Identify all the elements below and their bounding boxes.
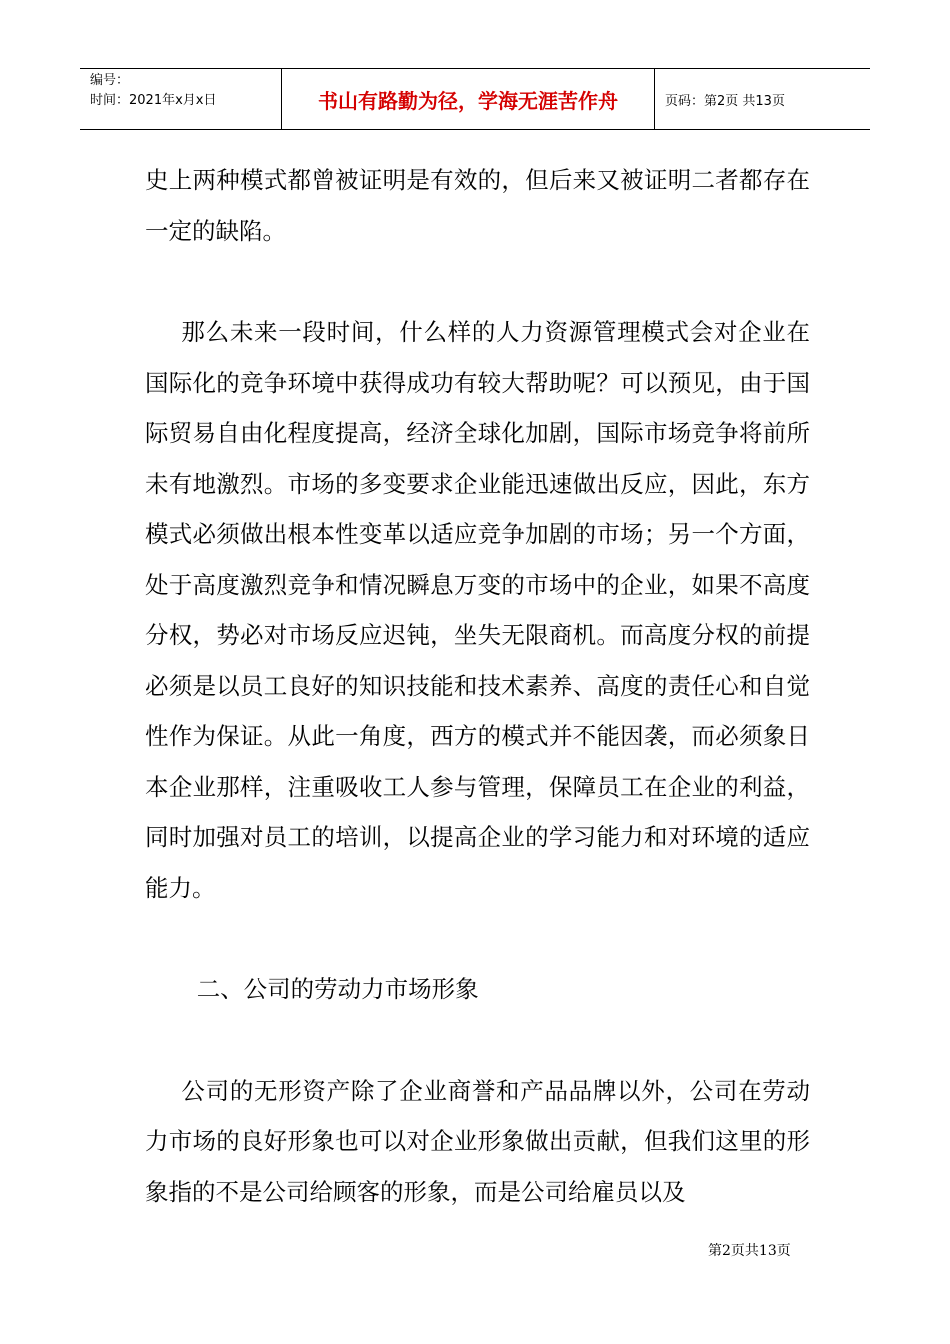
- header-motto: 书山有路勤为径，学海无涯苦作舟: [282, 69, 655, 129]
- page-header: [80, 68, 870, 130]
- document-time-label: 时间：2021年x月x日: [90, 93, 217, 108]
- paragraph: 公司的无形资产除了企业商誉和产品品牌以外，公司在劳动力市场的良好形象也可以对企业形象做出贡献，但我们这里的形象指的不是公司给顾客的形象，而是公司给雇员以及: [145, 1076, 810, 1206]
- document-number-label: 编号：: [90, 73, 130, 88]
- page-footer: 第2页共13页: [708, 1243, 791, 1259]
- section-heading: 二、公司的劳动力市场形象: [196, 975, 479, 1003]
- header-page-info: 页码：第2页 共13页: [665, 93, 785, 109]
- header-meta: [80, 69, 282, 129]
- document-body: [145, 155, 810, 1268]
- paragraph-continuation: 史上两种模式都曾被证明是有效的，但后来又被证明二者都存在一定的缺陷。: [145, 166, 810, 245]
- paragraph: 那么未来一段时间，什么样的人力资源管理模式会对企业在国际化的竞争环境中获得成功有较大帮助呢？可以预见，由于国际贸易自由化程度提高，经济全球化加剧，国际市场竞争将前所未有地激烈。市场的多变要求企业能迅速做出反应，因此，东方模式必须做出根本性变革以适应竞争加剧的市场；另一个方面，处于高度激烈竞争和情况瞬息万变的市场中的企业，如果不高度分权，势必对市场反应迟钝，坐失无限商机。而高度分权的前提必须是以员工良好的知识技能和技术素养、高度的责任心和自觉性作为保证。从此一角度，西方的模式并不能因袭，而必须象日本企业那样，注重吸收工人参与管理，保障员工在企业的利益，同时加强对员工的培训，以提高企业的学习能力和对环境的适应能力。: [145, 318, 810, 902]
